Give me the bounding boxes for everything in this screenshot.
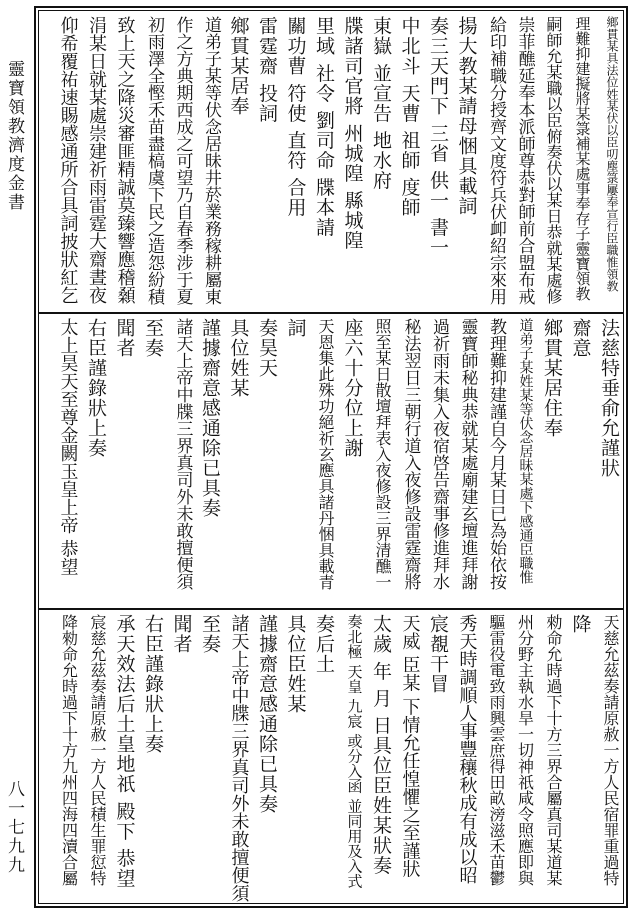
text-column: 涓某日就某處崇建祈雨雷霆大齋晝夜 [86, 16, 107, 304]
text-column: 聞者 [170, 614, 193, 654]
text-column: 雷霆齋 投詞 [256, 16, 278, 124]
text-column: 右臣謹錄狀上奏 [85, 318, 107, 458]
text-column: 詞 [284, 318, 307, 338]
text-column: 秀天時調順人事豐穰秋成有成以昭 [456, 614, 478, 884]
text-column: 天恩集此殊功絕祈玄應具諸丹悃具載青 [316, 318, 335, 590]
text-column: 至奏 [199, 614, 221, 654]
text-column: 嗣師允某職以臣俯奏伏以某日恭就某處修 [544, 16, 563, 304]
text-column: 右臣謹錄狀上奏 [142, 614, 164, 754]
text-column: 過祈雨未集入夜宿啓告齋事修進拜水 [429, 318, 449, 590]
text-column: 法慈特垂俞允謹狀 [598, 318, 620, 478]
text-column: 致上天之降災審匪精誠莫臻響應稽顙 [114, 16, 136, 304]
text-column: 奏后土 [313, 614, 335, 674]
text-column: 牒諸司官將 州城隍 縣城隍 [341, 16, 364, 251]
text-column: 宸覩干冒 [427, 614, 449, 694]
text-column: 太上昊天至尊金闕玉皇上帝 恭望 [57, 318, 79, 576]
text-column: 具位臣姓某 [284, 614, 307, 714]
text-column: 鄉貫某居住奉 [541, 318, 563, 438]
panel-bottom [44, 614, 620, 902]
margin-page-number: 八一七九九 [4, 780, 24, 875]
text-column: 道弟子某等伏念居昧井菸業務稼耕屬東 [201, 16, 221, 305]
panel-divider-bottom [38, 608, 624, 610]
text-column: 承天效法后土皇地祇 殿下 恭望 [113, 614, 136, 889]
text-column: 奏昊天 [256, 318, 278, 378]
text-column: 齋意 [569, 318, 592, 358]
panel-divider-top [38, 312, 624, 314]
text-column: 中北斗 天曹 祖師 度師 [398, 16, 421, 218]
text-column: 關功曹 符使 直符 合用 [284, 16, 307, 218]
text-column: 天慈允茲奏請原赦一方人民宿罪重過特 [601, 614, 620, 886]
text-column: 宸慈允茲奏請原赦一方人民積生罪愆特 [88, 614, 107, 886]
text-column: 給印補職分授齊文度符兵伏卹紹宗來用 [486, 16, 506, 305]
text-column: 謹據齋意感通除已具奏 [199, 318, 221, 518]
panel-middle [44, 318, 620, 602]
text-column: 天威 臣某 下情允任惶懼之至謹狀 [399, 614, 421, 878]
text-column: 作之方典期西成之可望乃自春季涉于夏 [172, 16, 193, 305]
text-column: 謹據齋意感通除已具奏 [256, 614, 278, 814]
text-column: 降 [569, 614, 592, 634]
text-column: 靈寶師秘典恭就某處廟建玄壇進拜謝 [457, 318, 478, 590]
margin-book-title: 靈寶領教濟度金書 [4, 60, 24, 212]
text-column: 諸天上帝中牒三界真司外未敢擅便須 [172, 318, 193, 590]
text-column: 鄉貫某具法位姓某伏以臣叨塵箓屢奉宣行臣職惟領教 [605, 16, 619, 292]
text-column: 秘法翌日三朝行道入夜修設雷霆齋將 [400, 318, 421, 590]
text-column: 降勑命允時過下十方九州四海四瀆合屬 [59, 614, 79, 886]
text-column: 具位姓某 [227, 318, 250, 398]
text-column: 照至某日散壇拜表入夜修設三界清醮一 [373, 318, 392, 590]
text-column: 聞者 [113, 318, 136, 358]
text-column: 鄉貫某居奉 [227, 16, 250, 116]
text-column: 里域 社令 劉司命 牒本請 [313, 16, 335, 238]
text-column: 太歲 年 月 日具位臣姓某狀奏 [370, 614, 392, 876]
panel-top [44, 16, 620, 308]
text-column: 勑命允時過下十方三界合屬真司某道某 [544, 614, 563, 886]
text-column: 諸天上帝中牒三界真司外未敢擅便須 [228, 614, 250, 902]
text-column: 道弟子某姓某等伏念居昧某處下感通臣職惟 [517, 318, 534, 584]
text-column: 至奏 [142, 318, 164, 358]
text-column: 教理難抑建謹自今月某日已為始依按 [486, 318, 506, 590]
text-column: 州分野主執水旱一切神祇咸令照應即與 [515, 614, 535, 886]
text-column: 奏北極 天皇 九宸 或分入函 並同用及入式 [345, 614, 364, 889]
text-column: 座六十分位上謝 [341, 318, 364, 458]
text-column: 初雨澤全慳禾苗盡槁虞下民之造怨紛積 [144, 16, 164, 305]
text-column: 驅雷役電致雨興雲庶得田畝滂滋禾苗鬱 [487, 614, 506, 886]
text-column: 仰希覆祐速賜感通所合具詞披狀紅乞 [57, 16, 79, 304]
text-column: 揚大教某請母悃具載詞 [455, 16, 478, 216]
text-column: 奏三天門下 三省 供一 書一 [427, 16, 449, 258]
text-column: 東嶽 並宣告 地水府 [370, 16, 392, 191]
text-column: 崇菲醮延奉本派師尊恭對師前合盟布戒 [514, 16, 535, 305]
text-column: 理難抑建擬將某箓補某處事奉存子靈寶領教 [573, 16, 592, 301]
